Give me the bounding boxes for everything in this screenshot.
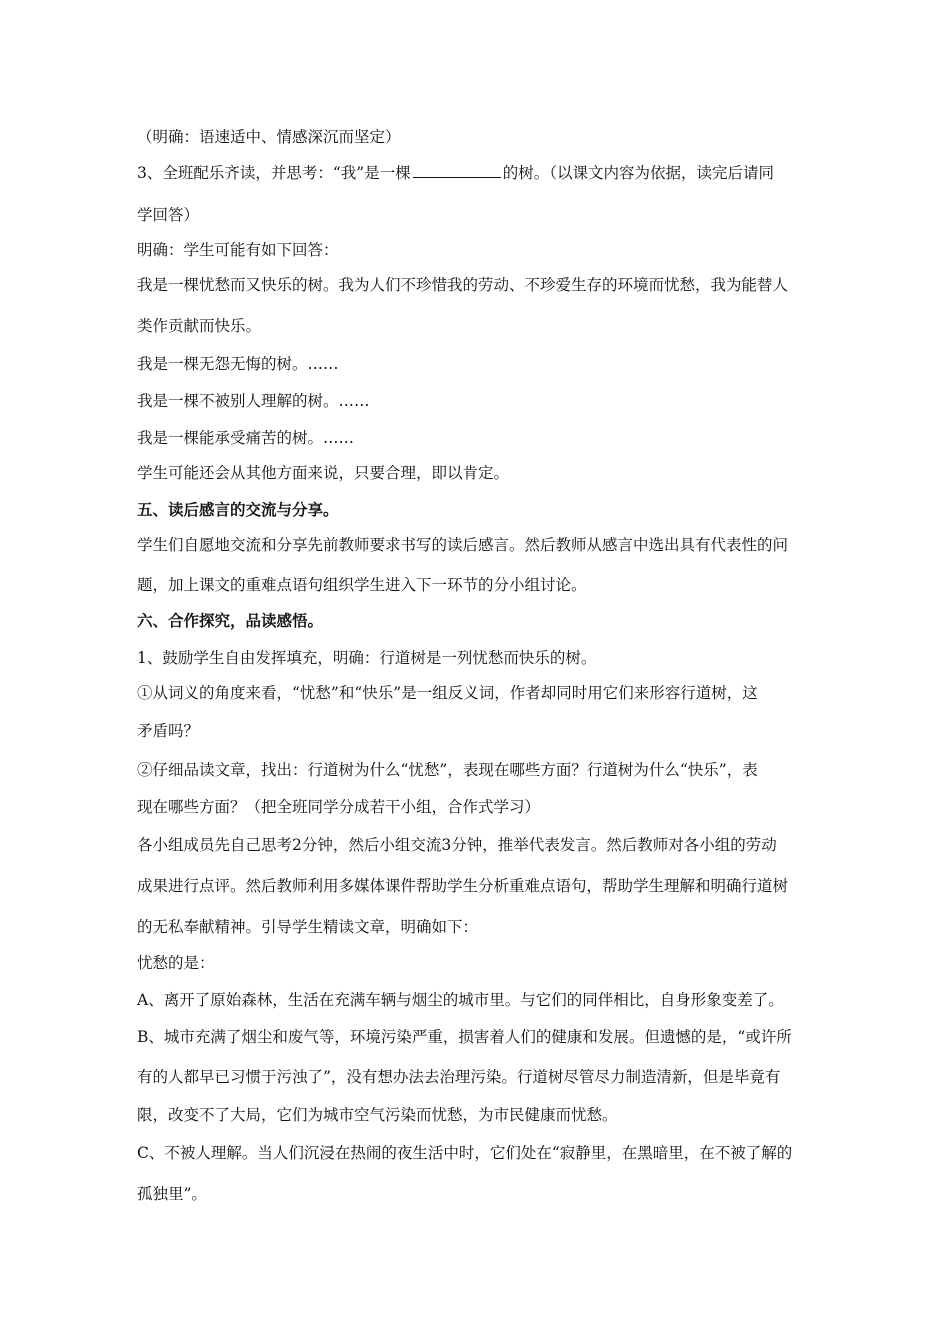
text-line: 学回答） xyxy=(137,206,200,224)
text-line: 各小组成员先自己思考2分钟，然后小组交流3分钟，推举代表发言。然后教师对各小组的劳动 xyxy=(137,836,777,854)
text-line: 明确：学生可能有如下回答： xyxy=(137,241,339,259)
text-line: 1、鼓励学生自由发挥填充，明确：行道树是一列忧愁而快乐的树。 xyxy=(137,649,597,667)
text-line: ②仔细品读文章，找出：行道树为什么“忧愁”，表现在哪些方面？行道树为什么“快乐”，表 xyxy=(137,761,758,779)
fill-in-blank xyxy=(413,163,501,178)
section-heading: 六、合作探究，品读感悟。 xyxy=(137,611,324,630)
text-line: 我是一棵无怨无悔的树。…… xyxy=(137,355,339,373)
text-line: （明确：语速适中、情感深沉而坚定） xyxy=(137,128,401,146)
text-line: 我是一棵能承受痛苦的树。…… xyxy=(137,429,355,447)
text-line: 类作贡献而快乐。 xyxy=(137,317,262,335)
text-line: B、城市充满了烟尘和废气等，环境污染严重，损害着人们的健康和发展。但遗憾的是，“或许所 xyxy=(137,1028,792,1046)
text-line: 我是一棵不被别人理解的树。…… xyxy=(137,392,370,410)
line-segment: 3、全班配乐齐读，并思考：“我”是一棵 xyxy=(137,164,411,182)
line-segment: 的树。（以课文内容为依据，读完后请同 xyxy=(502,164,774,182)
text-line: 的无私奉献精神。引导学生精读文章，明确如下： xyxy=(137,918,479,936)
text-line-with-blank xyxy=(137,163,857,183)
text-line: 有的人都早已习惯于污浊了”，没有想办法去治理污染。行道树尽管尽力制造清新，但是毕竟有 xyxy=(137,1068,781,1086)
text-line: A、离开了原始森林，生活在充满车辆与烟尘的城市里。与它们的同伴相比，自身形象变差了。 xyxy=(137,991,784,1009)
text-line: 我是一棵忧愁而又快乐的树。我为人们不珍惜我的劳动、不珍爱生存的环境而忧愁，我为能替人 xyxy=(137,276,789,294)
text-line: 限，改变不了大局，它们为城市空气污染而忧愁，为市民健康而忧愁。 xyxy=(137,1106,618,1124)
text-line: 现在哪些方面？（把全班同学分成若干小组，合作式学习） xyxy=(137,798,541,816)
text-line: 成果进行点评。然后教师利用多媒体课件帮助学生分析重难点语句，帮助学生理解和明确行道树 xyxy=(137,877,789,895)
text-line: 孤独里”。 xyxy=(137,1185,207,1203)
text-line: 题，加上课文的重难点语句组织学生进入下一环节的分小组讨论。 xyxy=(137,576,587,594)
text-line: ①从词义的角度来看，“忧愁”和“快乐”是一组反义词，作者却同时用它们来形容行道树，这 xyxy=(137,684,758,702)
text-line: 忧愁的是： xyxy=(137,954,215,972)
text-line: C、不被人理解。当人们沉浸在热闹的夜生活中时，它们处在“寂静里，在黑暗里，在不被了解的 xyxy=(137,1144,793,1162)
text-line: 矛盾吗？ xyxy=(137,722,200,740)
text-line: 学生们自愿地交流和分享先前教师要求书写的读后感言。然后教师从感言中选出具有代表性的问 xyxy=(137,536,789,554)
section-heading: 五、读后感言的交流与分享。 xyxy=(137,500,339,519)
text-line: 学生可能还会从其他方面来说，只要合理，即以肯定。 xyxy=(137,464,510,482)
